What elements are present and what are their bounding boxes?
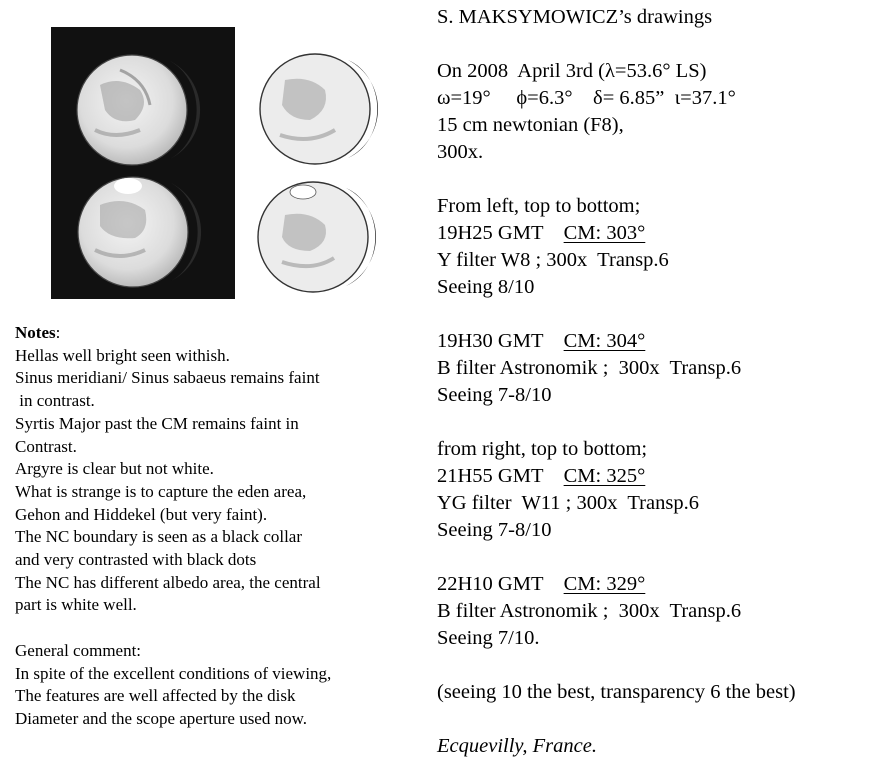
filter-line: Y filter W8 ; 300x Transp.6	[437, 249, 669, 271]
mars-disk-bottom-right	[258, 182, 376, 292]
observation-time: 22H10 GMT	[437, 573, 544, 595]
central-meridian: CM: 304°	[563, 330, 646, 352]
observation-time: 19H25 GMT	[437, 222, 544, 244]
seeing-line: Seeing 7-8/10	[437, 519, 552, 541]
observation-time: 21H55 GMT	[437, 465, 544, 487]
group-heading: From left, top to bottom;	[437, 195, 641, 217]
spacer	[437, 409, 877, 436]
seeing-line: Seeing 7-8/10	[437, 384, 552, 406]
notes-heading-line	[15, 322, 415, 345]
spacer	[15, 617, 415, 640]
observation-time-line	[437, 463, 877, 490]
mars-disk-top-left	[77, 55, 200, 165]
mars-disk-top-right	[260, 54, 378, 164]
spacer	[437, 706, 877, 733]
central-meridian: CM: 303°	[563, 222, 646, 244]
observer-location: Ecquevilly, France.	[437, 735, 597, 757]
group-heading: from right, top to bottom;	[437, 438, 648, 460]
scale-footnote: (seeing 10 the best, transparency 6 the best)	[437, 681, 796, 703]
spacer	[437, 31, 877, 58]
seeing-line: Seeing 8/10	[437, 276, 535, 298]
notes-line: The NC boundary is seen as a black collar	[15, 527, 303, 547]
spacer	[437, 301, 877, 328]
observation-time-line	[437, 328, 877, 355]
notes-line: Argyre is clear but not white.	[15, 459, 214, 479]
notes-line: in contrast.	[15, 391, 95, 411]
notes-heading-colon: :	[55, 323, 61, 342]
spacer	[437, 544, 877, 571]
filter-line: B filter Astronomik ; 300x Transp.6	[437, 357, 742, 379]
notes-section	[15, 322, 415, 731]
page-title: S. MAKSYMOWICZ’s drawings	[437, 6, 713, 28]
observation-time: 19H30 GMT	[437, 330, 544, 352]
general-comment-line: Diameter and the scope aperture used now.	[15, 708, 308, 728]
notes-line: What is strange is to capture the eden area,	[15, 481, 307, 501]
spacer	[437, 166, 877, 193]
central-meridian: CM: 329°	[563, 573, 646, 595]
notes-heading: Notes	[15, 323, 56, 342]
observation-time-line	[437, 571, 877, 598]
notes-line: Sinus meridiani/ Sinus sabaeus remains faint	[15, 368, 320, 388]
filter-line: B filter Astronomik ; 300x Transp.6	[437, 600, 742, 622]
drawings-svg	[0, 0, 420, 320]
seeing-line: Seeing 7/10.	[437, 627, 540, 649]
general-comment-heading: General comment:	[15, 640, 142, 660]
filter-line: YG filter W11 ; 300x Transp.6	[437, 492, 699, 514]
notes-line: part is white well.	[15, 595, 137, 615]
observation-details	[437, 4, 877, 760]
magnification-line: 300x.	[437, 141, 484, 163]
general-comment-line: In spite of the excellent conditions of viewing,	[15, 663, 332, 683]
notes-line: Syrtis Major past the CM remains faint in	[15, 413, 299, 433]
telescope-line: 15 cm newtonian (F8),	[437, 114, 624, 136]
mars-drawings	[0, 0, 420, 320]
notes-line: Gehon and Hiddekel (but very faint).	[15, 504, 268, 524]
observation-time-line	[437, 220, 877, 247]
notes-line: The NC has different albedo area, the central	[15, 572, 321, 592]
parameters-line: ω=19° ϕ=6.3° δ= 6.85” ι=37.1°	[437, 87, 736, 109]
notes-line: Hellas well bright seen withish.	[15, 345, 230, 365]
spacer	[437, 652, 877, 679]
notes-line: and very contrasted with black dots	[15, 550, 257, 570]
central-meridian: CM: 325°	[563, 465, 646, 487]
date-line: On 2008 April 3rd (λ=53.6° LS)	[437, 60, 707, 82]
mars-disk-bottom-left	[78, 177, 201, 287]
general-comment-line: The features are well affected by the disk	[15, 686, 296, 706]
notes-line: Contrast.	[15, 436, 77, 456]
